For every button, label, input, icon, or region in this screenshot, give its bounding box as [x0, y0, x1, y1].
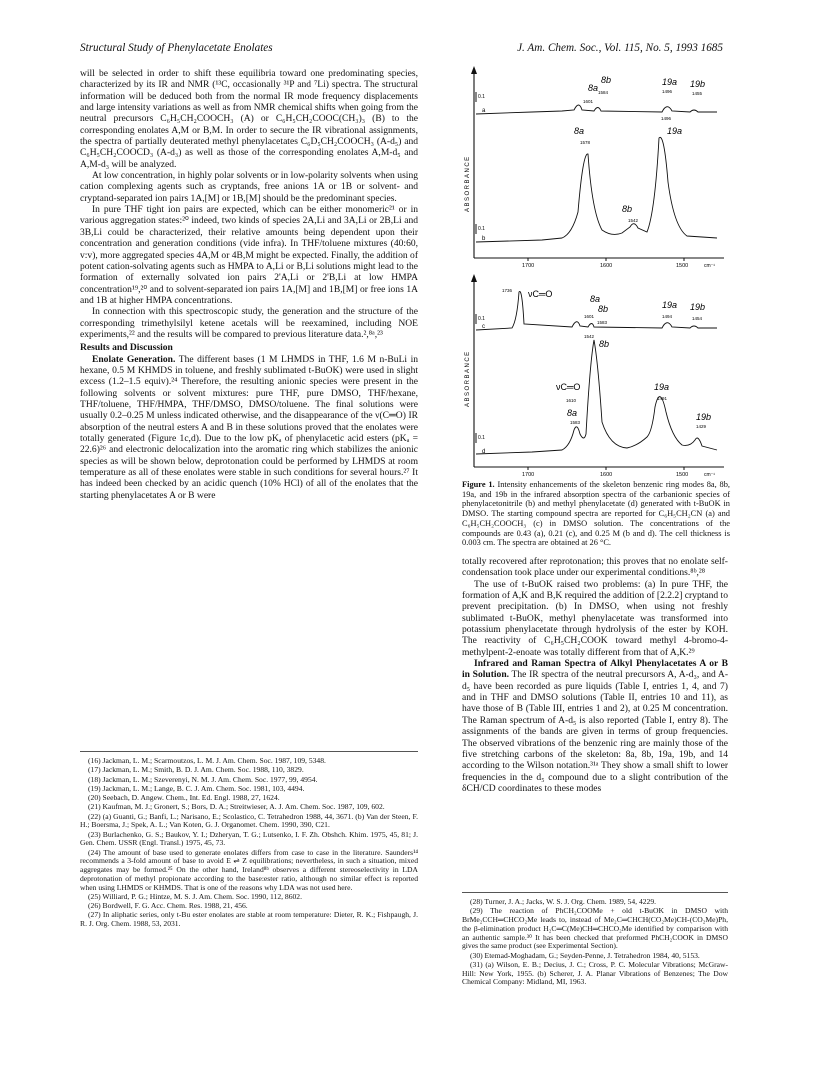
- footnote: (19) Jackman, L. M.; Lange, B. C. J. Am. Chem. Soc. 1981, 103, 4494.: [88, 783, 305, 793]
- paragraph: [80, 354, 418, 501]
- tick-label: 1500: [676, 263, 689, 269]
- scale-label: 0.1: [478, 226, 485, 232]
- peak-label: 8a: [590, 294, 601, 304]
- peak-freq: 1542: [584, 334, 595, 339]
- peak-freq: 1429: [696, 424, 707, 429]
- scale-label: 0.1: [478, 316, 485, 322]
- top-panel: [465, 66, 724, 269]
- footnote: (30) Etemad-Moghadam, G.; Seyden-Penne, J. Tetrahedron 1984, 40, 5153.: [470, 950, 700, 960]
- curve-letter: b: [482, 236, 486, 242]
- right-column: [462, 556, 728, 794]
- left-column: [80, 68, 418, 501]
- peak-label: 8b: [622, 204, 633, 214]
- peak-label: 19a: [654, 382, 670, 392]
- spectrum-curve-d: [476, 340, 717, 454]
- peak-freq: 1454: [692, 316, 703, 321]
- peak-label: 8a: [567, 408, 578, 418]
- footnote: (29) The reaction of PhCH₂COOMe + old t-BuOK in DMSO with BrMe₂CCH═CHCO₂Me leads to, instead of Me₂C═CHCH(CO₂Me)CH-(CO₂Me)Ph, the β-elimination product H₂C═C(Me)CH═CHCO₂Me identified by comparison with an authentic sample.³⁰ It has been checked that preformed PhCH₂COOK in DMSO gives the same product (see Experimental Section).: [462, 906, 728, 951]
- curve-letter: c: [482, 324, 485, 330]
- footnote: (16) Jackman, L. M.; Scarmoutzos, L. M. J. Am. Chem. Soc. 1987, 109, 5348.: [88, 756, 326, 765]
- paragraph: In connection with this spectroscopic study, the generation and the structure of the corresponding trimethylsilyl ketene acetals will be reexamined, including NOE experiments,²² and the results will be compared to previous literature data.²,⁸ᵃ,²³: [80, 306, 418, 340]
- footnote: (26) Bordwell, F. G. Acc. Chem. Res. 1988, 21, 456.: [88, 901, 248, 910]
- tick-label: 1500: [676, 472, 689, 478]
- peak-label: 19b: [696, 412, 712, 422]
- spectrum-curve-a: [476, 105, 717, 114]
- peak-freq: 1583: [597, 320, 608, 325]
- peak-freq: 1578: [580, 140, 591, 145]
- peak-label: 19a: [667, 126, 683, 136]
- running-title: Structural Study of Phenylacetate Enolates: [80, 42, 273, 54]
- peak-label: νC═O: [556, 382, 581, 392]
- peak-label: 8b: [598, 304, 609, 314]
- footnote: (21) Kaufman, M. J.; Gronert, S.; Bors, D. A.; Streitwieser, A. J. Am. Chem. Soc. 1987, 109, 602.: [88, 802, 385, 812]
- footnote: (31) (a) Wilson, E. B.; Decius, J. C.; Cross, P. C. Molecular Vibrations; McGraw-Hill: New York, 1955. (b) Scherer, J. A. Planar Vibrations of Benzenes; The Dow Chemical Company: Midland, MI, 1963.: [462, 959, 728, 987]
- peak-freq: 1736: [502, 288, 513, 293]
- spectrum-curve-b: [476, 137, 717, 242]
- figure-label: Figure 1.: [462, 480, 495, 489]
- peak-freq: 1601: [583, 99, 594, 104]
- paragraph: totally recovered after reprotonation; this proves that no enolate self-condensation took place under our experimental conditions.⁸ᵇ,²⁸: [462, 556, 728, 579]
- subsection-title: Infrared and Raman Spectra of Alkyl Phenylacetates A or B in Solution.: [462, 658, 728, 681]
- footnote: (25) Williard, P. G.; Hintze, M. S. J. Am. Chem. Soc. 1990, 112, 8602.: [88, 891, 303, 901]
- ir-spectra-figure: [462, 62, 724, 478]
- paragraph-text: The different bases (1 M LHMDS in THF, 1.6 M n-BuLi in hexane, 0.5 M KHMDS in toluene, and freshly sublimated t-BuOK) were used in slight excess (1.2–1.5 equiv).²⁴ Therefore, the resulting anionic species were present in the following solvents or solvent mixtures: pure THF, pure DMSO, THF/hexane, THF/toluene, THF/HMPA, THF/DMSO, DMSO/toluene. The final solutions were usually 0.2–0.25 M unless indicated otherwise, and the disappearance of the ν(C═O) IR absorption of the neutral esters A and B in these solutions proved that the enolates were totally generated (Figure 1c,d). Due to the low pKₐ of phenylacetic acid esters (pKₐ = 22.6)²⁶ and electronic delocalization into the aromatic ring which stabilizes the anionic species as will be shown below, deprotonation could be performed by LHMDS at room temperature as all of these enolates were stable in such conditions for several hours.²⁷ It has indeed been checked by an acidic quench (10% HCl) of all of the enolates that the starting phenylacetates A or B were: [80, 353, 419, 501]
- paragraph: At low concentration, in highly polar solvents or in low-polarity solvents when using cation complexing agents such as cryptands, free anions 1A or 1B or solvent- and cryptand-separated ion pairs 1A,[M] or 1B,[M] should be the predominant species.: [80, 170, 418, 204]
- absorbance-axis-label: ABSORBANCE: [465, 350, 471, 407]
- tick-label: 1600: [600, 472, 613, 478]
- footnote-rule: [462, 892, 728, 893]
- peak-label: νC═O: [528, 289, 553, 299]
- paragraph: [462, 658, 728, 794]
- peak-freq: 1601: [584, 314, 595, 319]
- absorbance-axis-label: ABSORBANCE: [465, 155, 471, 212]
- peak-freq: 1494: [662, 314, 673, 319]
- footnote: (22) (a) Guanti, G.; Banfi, L.; Narisano, E.; Scolastico, C. Tetrahedron 1988, 44, 3671. (b) Van der Steen, F. H.; Boersma, J.; Spek, A. L.; Van Koten, G. J. Organomet. Chem. 1990, 390, C21.: [80, 811, 418, 830]
- peak-label: 8b: [599, 339, 610, 349]
- peak-freq: 1455: [692, 91, 703, 96]
- peak-freq: 1583: [570, 420, 581, 425]
- journal-citation: J. Am. Chem. Soc., Vol. 115, No. 5, 1993 1685: [517, 42, 723, 54]
- scale-label: 0.1: [478, 435, 485, 441]
- section-title: Results and Discussion: [80, 342, 173, 354]
- peak-freq: 1610: [566, 398, 577, 403]
- footnote: (17) Jackman, L. M.; Smith, B. D. J. Am. Chem. Soc. 1988, 110, 3829.: [88, 765, 304, 775]
- peak-label: 19a: [662, 77, 678, 87]
- footnote: (24) The amount of base used to generate enolates differs from case to case in the literature. Saunders¹⁴ recommends a 3-fold amount of base to avoid E ⇌ Z equilibrations; nevertheless, in such a situation, mixed aggregates may be formed.²⁵ On the other hand, Ireland⁸ᵇ observes a different stereoselectivity in LDA deprotonation of methyl propionate according to the base:ester ratio, although no similar effect is reported when using LHMDS or KHMDS. That is one of the reasons why LDA was not used here.: [80, 847, 418, 892]
- tick-label: 1600: [600, 263, 613, 269]
- paragraph: The use of t-BuOK raised two problems: (a) In pure THF, the formation of A,K and B,K required the addition of [2.2.2] cryptand to prevent precipitation. (b) In DMSO, when using not freshly sublimated t-BuOK, methyl phenylacetate was transformed into potassium phenylacetate through hydrolysis of the ester by KOH. The reactivity of C₆H₅CH₂COOK toward methyl 4-bromo-4-methylpent-2-enoate was totally different from that of A,K.²⁹: [462, 578, 728, 658]
- tick-label: 1700: [522, 472, 535, 478]
- right-footnotes: [462, 898, 728, 988]
- footnote: (18) Jackman, L. M.; Szeverenyi, N. M. J. Am. Chem. Soc. 1977, 99, 4954.: [88, 774, 318, 784]
- paragraph: will be selected in order to shift these equilibria toward one predominating species, characterized by its IR and NMR (¹³C, occasionally ³¹P and ⁷Li) spectra. The structural information will be deduced both from the normal IR mode frequency displacements and large intensity variations as well as from NMR chemical shifts when going from the neutral precursors C₆H₅CH₂COOCH₃ (A) or C₆H₅CH₂COOC(CH₃)₃ (B) to the corresponding enolates A,M or B,M. In order to secure the IR vibrational assignments, the spectra of partially deuterated methyl phenylacetates C₆D₅CH₂COOCH₃ (A-d₅) and C₆H₅CH₂COOCD₃ (A-d₃) as well as those of the corresponding enolates A,M-d₅ and A,M-d₃ will be analyzed.: [80, 68, 418, 170]
- peak-label: 8a: [574, 126, 585, 136]
- peak-label: 19a: [662, 300, 678, 310]
- tick-label: cm⁻¹: [704, 263, 715, 269]
- paragraph: In pure THF tight ion pairs are expected, which can be either monomeric²¹ or in various aggregation states:²⁰ indeed, two kinds of species 2A,Li and 3A,Li or 2B,Li and 3B,Li could be characterized, their relative amounts being dependent upon their concentration and generation conditions (vide infra). In THF/toluene mixtures (40:60, v:v), more aggregated species 4A,M or 4B,M might be expected. Finally, the addition of potent cation-solvating agents such as HMPA to A,Li or B,Li solutions might lead to the formation of externally solvated ion pairs 2'A,Li or 2'B,Li at low HMPA concentration¹⁹,²⁰ and to solvent-separated ion pairs 1A,[M] and 1B,[M] or free ions 1A and 1B at higher HMPA concentrations.: [80, 204, 418, 306]
- figure-caption: [462, 480, 730, 548]
- caption-text: Intensity enhancements of the skeleton benzenic ring modes 8a, 8b, 19a, and 19b in the infrared absorption spectra of the carbanionic species of phenylacetonitrile (b) and methyl phenylacetate (d) generated with t-BuOK in DMSO. The starting compound spectra are reported for C₆H₅CH₂CN (a) and C₆H₅CH₂COOCH₃ (c) in DMSO solution. The concentrations of the compounds are 0.43 (a), 0.21 (c), and 0.25 M (b and d). The cell thickness is 0.003 cm. The spectra are obtained at 26 °C.: [462, 480, 731, 548]
- left-footnotes: [80, 757, 418, 929]
- bottom-panel: [465, 274, 724, 478]
- peak-freq: 1496: [661, 116, 672, 121]
- peak-freq: 1491: [657, 396, 668, 401]
- footnote: (23) Burlachenko, G. S.; Baukov, Y. I.; Dzheryan, T. G.; Lutsenko, I. F. Zh. Obshch. Khim. 1975, 45, 81; J. Gen. Chem. USSR (Engl. Transl.) 1975, 45, 73.: [80, 829, 418, 848]
- footnote: (27) In aliphatic series, only t-Bu ester enolates are stable at room temperature: Dieter, R. K.; Fishpaugh, J. R. J. Org. Chem. 1988, 53, 2031.: [80, 910, 418, 928]
- footnote-rule: [80, 751, 418, 752]
- tick-label: 1700: [522, 263, 535, 269]
- footnote: (28) Turner, J. A.; Jacks, W. S. J. Org. Chem. 1989, 54, 4229.: [470, 897, 657, 906]
- peak-label: 19b: [690, 79, 706, 89]
- peak-label: 19b: [690, 302, 706, 312]
- peak-freq: 1496: [662, 89, 673, 94]
- curve-letter: a: [482, 108, 486, 114]
- paragraph-text: The IR spectra of the neutral precursors A, A-d₃, and A-d₅ have been recorded as pure liquids (Table I, entries 1, 4, and 7) and in THF and DMSO solutions (Table II, entries 10 and 11), as have those of B (Table III, entries 1 and 2), at 0.25 M concentration. The Raman spectrum of A-d₅ is also reported (Table I, entry 8). The assignments of the bands are given in terms of group frequencies. The observed vibrations of the benzenic ring are mainly those of the five stretching carbons of the skeleton: 8a, 8b, 19a, 19b, and 14 according to the Wilson notation.³¹ᵃ They show a small shift to lower frequencies in the d₅ compound due to a slight contribution of the δCH/CD coordinates to these modes: [462, 669, 728, 794]
- peak-label: 8a: [588, 83, 599, 93]
- subsection-title: Enolate Generation.: [92, 353, 176, 365]
- peak-freq: 1584: [598, 90, 609, 95]
- peak-freq: 1542: [628, 218, 639, 223]
- peak-label: 8b: [601, 75, 612, 85]
- footnote: (20) Seebach, D. Angew. Chem., Int. Ed. Engl. 1988, 27, 1624.: [88, 793, 280, 802]
- curve-letter: d: [482, 449, 486, 455]
- scale-label: 0.1: [478, 94, 485, 100]
- tick-label: cm⁻¹: [704, 472, 715, 478]
